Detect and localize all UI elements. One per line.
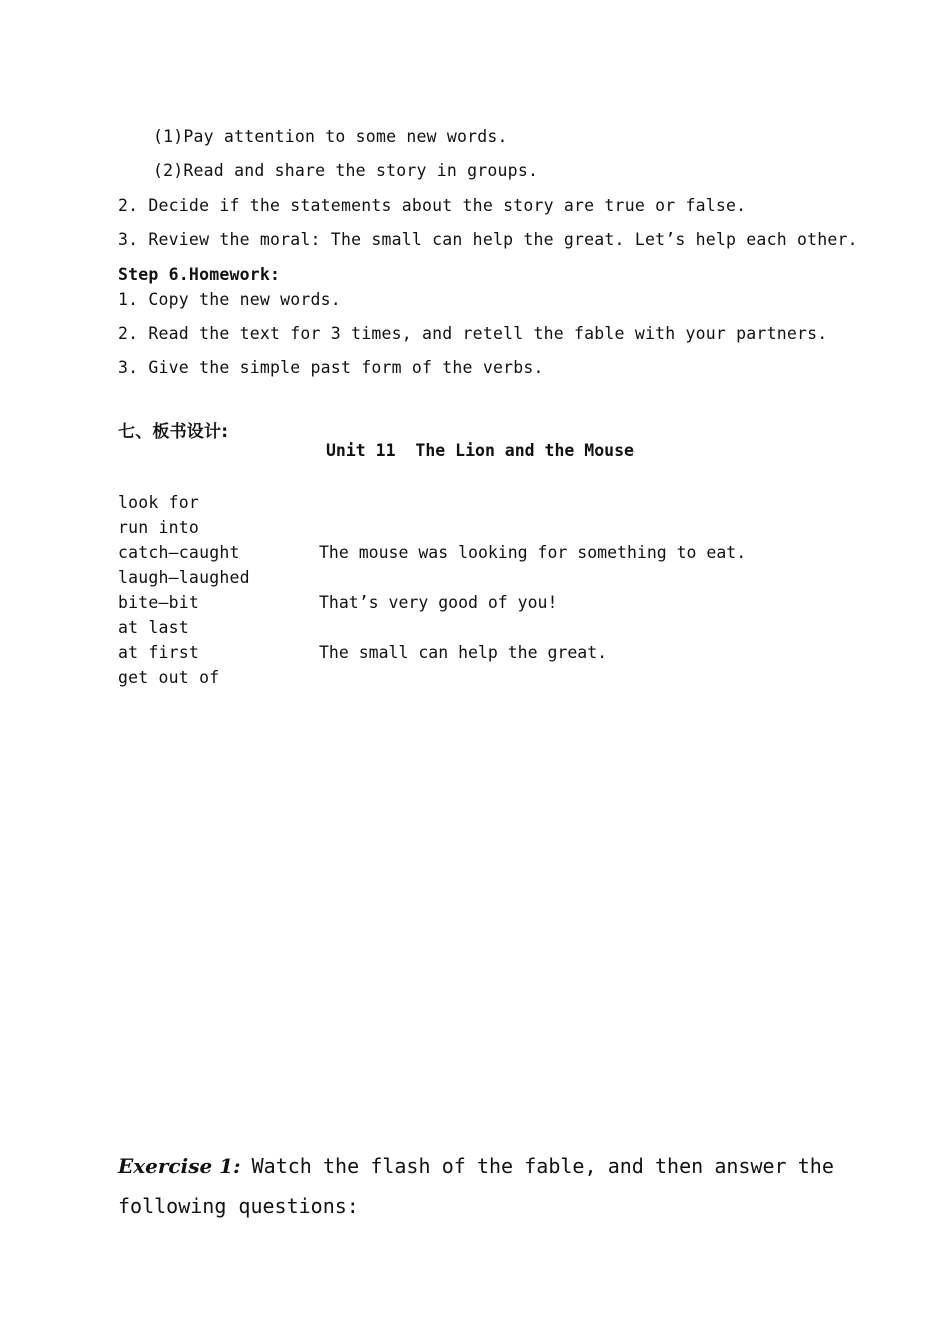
board-heading: 七、板书设计: [118, 422, 229, 442]
exercise-word: of [441, 1154, 466, 1178]
step-item-2: 2. Decide if the statements about the story are true or false. [118, 196, 747, 215]
exercise-word: answer [714, 1154, 787, 1178]
exercise-word: the [476, 1154, 514, 1178]
step-item-3: 3. Review the moral: The small can help the great. Let’s help each other. [118, 230, 858, 249]
board-word: bite—bit [118, 593, 200, 612]
homework-item-2: 2. Read the text for 3 times, and retell the fable with your partners. [118, 324, 828, 343]
sub-step-1: (1)Pay attention to some new words. [153, 127, 508, 146]
exercise-word: and [607, 1154, 644, 1178]
exercise-word: the [797, 1154, 834, 1178]
board-sentence: The mouse was looking for something to eat. [319, 543, 747, 562]
homework-heading: Step 6.Homework: [118, 265, 281, 284]
homework-item-1: 1. Copy the new words. [118, 290, 341, 309]
exercise-word: Watch [251, 1154, 312, 1178]
board-word: run into [118, 518, 200, 537]
board-word: catch—caught [118, 543, 240, 562]
board-word: get out of [118, 668, 220, 687]
exercise-label: Exercise 1: [118, 1154, 241, 1178]
exercise-word: flash [370, 1154, 431, 1178]
exercise-word: then [654, 1154, 704, 1178]
board-word: look for [118, 493, 200, 512]
exercise-block [118, 1146, 834, 1226]
homework-item-3: 3. Give the simple past form of the verbs. [118, 358, 544, 377]
board-word: at first [118, 643, 200, 662]
board-sentence: The small can help the great. [319, 643, 608, 662]
board-word: laugh—laughed [118, 568, 250, 587]
sub-step-2: (2)Read and share the story in groups. [153, 161, 539, 180]
board-word: at last [118, 618, 189, 637]
exercise-word: fable, [524, 1154, 597, 1178]
exercise-line-2: following questions: [118, 1194, 359, 1218]
exercise-line-1 [118, 1146, 834, 1186]
board-title: Unit 11 The Lion and the Mouse [326, 441, 634, 460]
board-sentence: That’s very good of you! [319, 593, 558, 612]
exercise-word: the [323, 1154, 360, 1178]
